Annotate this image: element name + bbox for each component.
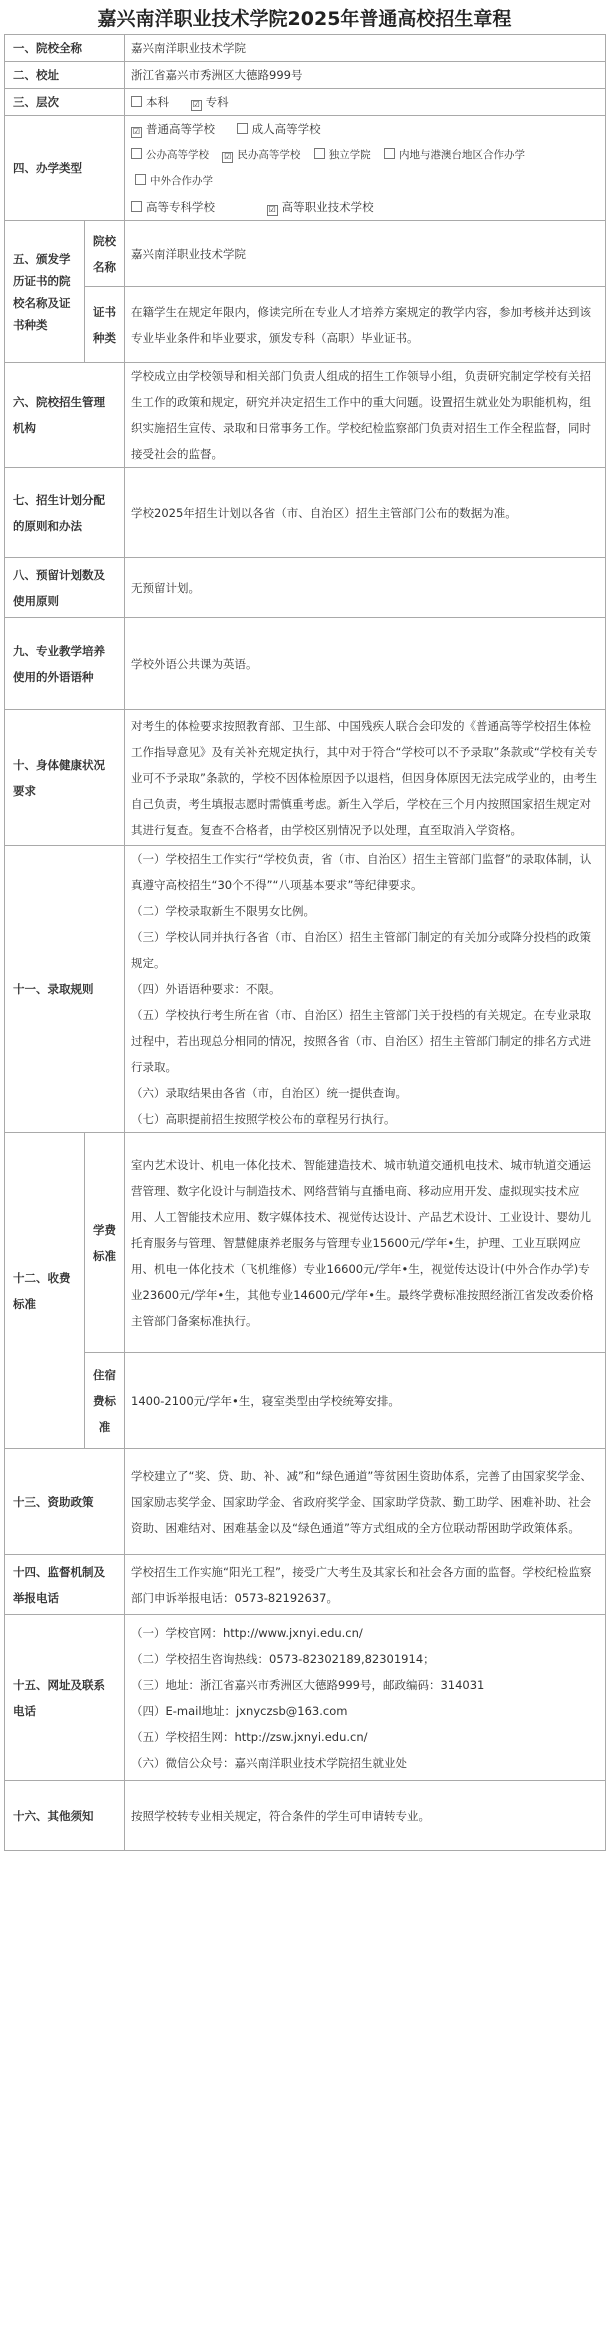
checkbox-sino-foreign (135, 174, 146, 185)
label-health: 十、身体健康状况要求 (5, 710, 125, 846)
label-other-notes: 十六、其他须知 (5, 1781, 125, 1851)
row-health (5, 710, 606, 846)
label-school-type: 四、办学类型 (5, 116, 125, 221)
charter-page (4, 4, 605, 1851)
sublabel-certificate-type: 证书种类 (85, 287, 125, 363)
label-supervision: 十四、监督机制及举报电话 (5, 1555, 125, 1615)
value-supervision: 学校招生工作实施“阳光工程”，接受广大考生及其家长和社会各方面的监督。学校纪检监察部门申诉举报电话：0573-82192637。 (125, 1555, 606, 1615)
row-other-notes (5, 1781, 606, 1851)
row-certificate-name (5, 221, 606, 287)
label-plan-allocation: 七、招生计划分配的原则和办法 (5, 468, 125, 558)
rule-item: （二）学校录取新生不限男女比例。 (131, 904, 315, 918)
value-institution-name: 嘉兴南洋职业技术学院 (125, 221, 606, 287)
value-school-type: ☑ 普通高等学校 成人高等学校 公办高等学校 ☑ 民办高等学校 独立学院 内地与港澳台地区合作办学 中外合作办学 高等专科学校 ☑ 高等职业技术学校 (125, 116, 606, 221)
row-admission-rules (5, 846, 606, 1133)
label-financial-aid: 十三、资助政策 (5, 1449, 125, 1555)
charter-table (4, 34, 606, 1851)
value-level (125, 89, 606, 116)
row-financial-aid (5, 1449, 606, 1555)
label-reserved-plan: 八、预留计划数及使用原则 (5, 558, 125, 618)
value-address: 浙江省嘉兴市秀洲区大德路999号 (125, 62, 606, 89)
value-admission-rules (125, 846, 606, 1133)
checkbox-regular: ☑ (132, 127, 141, 136)
value-contact (125, 1615, 606, 1781)
rule-item: （六）录取结果由各省（市，自治区）统一提供查询。 (131, 1086, 407, 1100)
row-address (5, 62, 606, 89)
checkbox-specialized (131, 201, 142, 212)
value-financial-aid: 学校建立了“奖、贷、助、补、减”和“绿色通道”等贫困生资助体系，完善了由国家奖学金、国家励志奖学金、国家助学金、省政府奖学金、国家助学贷款、勤工助学、困难补助、社会资助、困难结对、困难基金以及“绿色通道”等方式组成的全方位联动帮困助学政策体系。 (125, 1449, 606, 1555)
value-admission-office: 学校成立由学校领导和相关部门负责人组成的招生工作领导小组，负责研究制定学校有关招生工作的政策和规定，研究并决定招生工作中的重大问题。设置招生就业处为职能机构，组织实施招生宣传、录取和日常事务工作。学校纪检监察部门负责对招生工作全程监督，同时接受社会的监督。 (125, 363, 606, 468)
rule-item: （五）学校执行考生所在省（市、自治区）招生主管部门关于投档的有关规定。在专业录取过程中，若出现总分相同的情况，按照各省（市、自治区）招生主管部门制定的排名方式进行录取。 (131, 1008, 591, 1074)
option-junior-college: ☑ 专科 (192, 95, 229, 109)
label-certificate: 五、颁发学历证书的院校名称及证书种类 (5, 221, 85, 363)
label-admission-rules: 十一、录取规则 (5, 846, 125, 1133)
row-level (5, 89, 606, 116)
contact-email: （四）E-mail地址：jxnyczsb@163.com (131, 1703, 348, 1718)
rule-item: （四）外语语种要求：不限。 (131, 982, 281, 996)
value-foreign-language: 学校外语公共课为英语。 (125, 618, 606, 710)
contact-hotline: （二）学校招生咨询热线：0573-82302189,82301914； (131, 1651, 435, 1666)
checkbox-hk-macao-tw (384, 148, 395, 159)
checkbox-vocational: ☑ (268, 205, 276, 214)
row-school-type (5, 116, 606, 221)
checkbox-independent (314, 148, 325, 159)
label-contact: 十五、网址及联系电话 (5, 1615, 125, 1781)
contact-wechat: （六）微信公众号：嘉兴南洋职业技术学院招生就业处 (131, 1755, 407, 1770)
row-tuition (5, 1133, 606, 1353)
contact-admission-site: （五）学校招生网：http://zsw.jxnyi.edu.cn/ (131, 1729, 368, 1744)
value-certificate-type: 在籍学生在规定年限内，修读完所在专业人才培养方案规定的教学内容，参加考核并达到该专业毕业条件和毕业要求，颁发专科（高职）毕业证书。 (125, 287, 606, 363)
rule-item: （三）学校认同并执行各省（市、自治区）招生主管部门制定的有关加分或降分投档的政策规定。 (131, 930, 591, 970)
row-contact (5, 1615, 606, 1781)
label-admission-office: 六、院校招生管理机构 (5, 363, 125, 468)
contact-website: （一）学校官网：http://www.jxnyi.edu.cn/ (131, 1625, 363, 1640)
label-level: 三、层次 (5, 89, 125, 116)
checkbox-undergraduate (131, 96, 142, 107)
label-fees: 十二、收费标准 (5, 1133, 85, 1449)
row-accommodation (5, 1353, 606, 1449)
value-tuition: 室内艺术设计、机电一体化技术、智能建造技术、城市轨道交通机电技术、城市轨道交通运营管理、数字化设计与制造技术、网络营销与直播电商、移动应用开发、虚拟现实技术应用、人工智能技术应用、数字媒体技术、视觉传达设计、产品艺术设计、工业设计、婴幼儿托育服务与管理、智慧健康养老服务与管理专业15600元/学年•生，护理、工业互联网应用、机电一体化技术（飞机维修）专业16600元/学年•生，视觉传达设计(中外合作办学)专业23600元/学年•生，其他专业14600元/学年•生。最终学费标准按照经浙江省发改委价格主管部门备案标准执行。 (125, 1133, 606, 1353)
label-foreign-language: 九、专业教学培养使用的外语语种 (5, 618, 125, 710)
sublabel-institution-name: 院校名称 (85, 221, 125, 287)
rule-item: （一）学校招生工作实行“学校负责，省（市、自治区）招生主管部门监督”的录取体制，认真遵守高校招生“30个不得”“八项基本要求”等纪律要求。 (131, 852, 592, 892)
row-plan-allocation (5, 468, 606, 558)
value-reserved-plan: 无预留计划。 (125, 558, 606, 618)
checkbox-junior-college: ☑ (192, 100, 200, 109)
value-other-notes: 按照学校转专业相关规定，符合条件的学生可申请转专业。 (125, 1781, 606, 1851)
option-undergraduate: 本科 (131, 89, 169, 115)
row-school-name (5, 35, 606, 62)
value-plan-allocation: 学校2025年招生计划以各省（市、自治区）招生主管部门公布的数据为准。 (125, 468, 606, 558)
label-address: 二、校址 (5, 62, 125, 89)
checkbox-public (131, 148, 142, 159)
sublabel-accommodation: 住宿费标准 (85, 1353, 125, 1449)
value-school-name: 嘉兴南洋职业技术学院 (125, 35, 606, 62)
sublabel-tuition: 学费标准 (85, 1133, 125, 1353)
checkbox-adult (237, 123, 248, 134)
rule-item: （七）高职提前招生按照学校公布的章程另行执行。 (131, 1112, 396, 1126)
row-supervision (5, 1555, 606, 1615)
row-certificate-type (5, 287, 606, 363)
contact-address: （三）地址：浙江省嘉兴市秀洲区大德路999号，邮政编码：314031 (131, 1677, 485, 1692)
checkbox-private: ☑ (224, 152, 232, 161)
page-title: 嘉兴南洋职业技术学院2025年普通高校招生章程 (97, 8, 512, 30)
row-reserved-plan (5, 558, 606, 618)
label-school-name: 一、院校全称 (5, 35, 125, 62)
value-health: 对考生的体检要求按照教育部、卫生部、中国残疾人联合会印发的《普通高等学校招生体检工作指导意见》及有关补充规定执行，其中对于符合“学校可以不予录取”条款或“学校有关专业可不予录取”条款的，学校不因体检原因予以退档，但因身体原因无法完成学业的，由考生自己负责，考生填报志愿时需慎重考虑。新生入学后，学校在三个月内按照国家招生规定对其进行复查。复查不合格者，由学校区别情况予以处理，直至取消入学资格。 (125, 710, 606, 846)
row-admission-office (5, 363, 606, 468)
value-accommodation: 1400-2100元/学年•生，寝室类型由学校统筹安排。 (125, 1353, 606, 1449)
row-foreign-language (5, 618, 606, 710)
